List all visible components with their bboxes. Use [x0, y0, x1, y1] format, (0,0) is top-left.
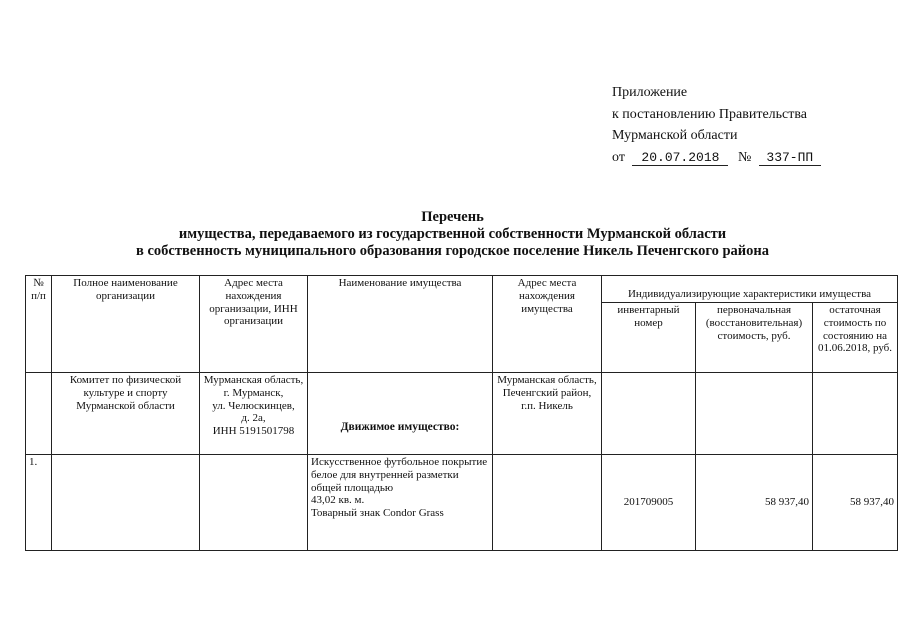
- header-num: № п/п: [26, 276, 52, 373]
- title-line-3: в собственность муниципального образования городское поселение Никель Печенгского района: [136, 243, 769, 259]
- header-property-address: Адрес места нахождения имущества: [493, 276, 602, 373]
- org-address-line-4: д. 2а,: [241, 412, 266, 425]
- header-inventory: инвентарный номер: [602, 303, 696, 373]
- org-address-line-2: г. Мурманск,: [223, 386, 284, 399]
- item-description-line-3: Товарный знак Condor Grass: [311, 507, 444, 520]
- appendix-date-line: [612, 147, 821, 169]
- item-description: [308, 455, 493, 551]
- appendix-number: 337-ПП: [759, 150, 821, 166]
- org-address-line-1: Мурманская область,: [203, 374, 304, 386]
- org-row-num: [26, 373, 52, 455]
- header-residual-cost: остаточная стоимость по состоянию на 01.06.2018, руб.: [813, 303, 898, 373]
- org-address-line-3: ул. Челюскинцев,: [212, 399, 295, 412]
- appendix-block: [612, 82, 821, 168]
- org-row-initial-empty: [696, 373, 813, 455]
- item-org-address-empty: [200, 455, 308, 551]
- movable-property-label: Движимое имущество:: [308, 373, 493, 455]
- title-line-1: Перечень: [421, 209, 484, 225]
- appendix-number-label: №: [737, 149, 752, 165]
- header-initial-cost: первоначальная (восстановительная) стоимость, руб.: [696, 303, 813, 373]
- org-row-inventory-empty: [602, 373, 696, 455]
- org-row-name: Комитет по физической культуре и спорту Мурманской области: [52, 373, 200, 455]
- document-title: [0, 209, 905, 260]
- item-property-address-empty: [493, 455, 602, 551]
- item-inventory: 201709005: [602, 455, 696, 551]
- header-row-1: [26, 276, 898, 303]
- appendix-line-1: Приложение: [612, 85, 688, 100]
- appendix-from-label: от: [612, 149, 625, 165]
- item-residual-cost: 58 937,40: [813, 455, 898, 551]
- appendix-line-2: к постановлению Правительства: [612, 106, 808, 122]
- item-org-name-empty: [52, 455, 200, 551]
- property-table: [25, 275, 898, 551]
- header-org-name: Полное наименование организации: [52, 276, 200, 373]
- header-property-name: Наименование имущества: [308, 276, 493, 373]
- org-row-property-address: Мурманская область, Печенгский район, г.п. Никель: [493, 373, 602, 455]
- item-description-line-1: Искусственное футбольное покрытие белое для внутренней разметки общей площадью: [311, 456, 488, 494]
- org-row-address: [200, 373, 308, 455]
- appendix-date: 20.07.2018: [632, 150, 728, 166]
- organization-row: [26, 373, 898, 455]
- item-description-line-2: 43,02 кв. м.: [311, 494, 365, 507]
- org-row-residual-empty: [813, 373, 898, 455]
- header-org-address: Адрес места нахождения организации, ИНН организации: [200, 276, 308, 373]
- appendix-line-3: Мурманской области: [612, 128, 738, 143]
- header-characteristics: Индивидуализирующие характеристики имущества: [602, 276, 898, 303]
- item-num: 1.: [26, 455, 52, 551]
- table-row: [26, 455, 898, 551]
- title-line-2: имущества, передаваемого из государственной собственности Мурманской области: [178, 226, 727, 242]
- item-initial-cost: 58 937,40: [696, 455, 813, 551]
- org-address-line-5: ИНН 5191501798: [212, 425, 295, 438]
